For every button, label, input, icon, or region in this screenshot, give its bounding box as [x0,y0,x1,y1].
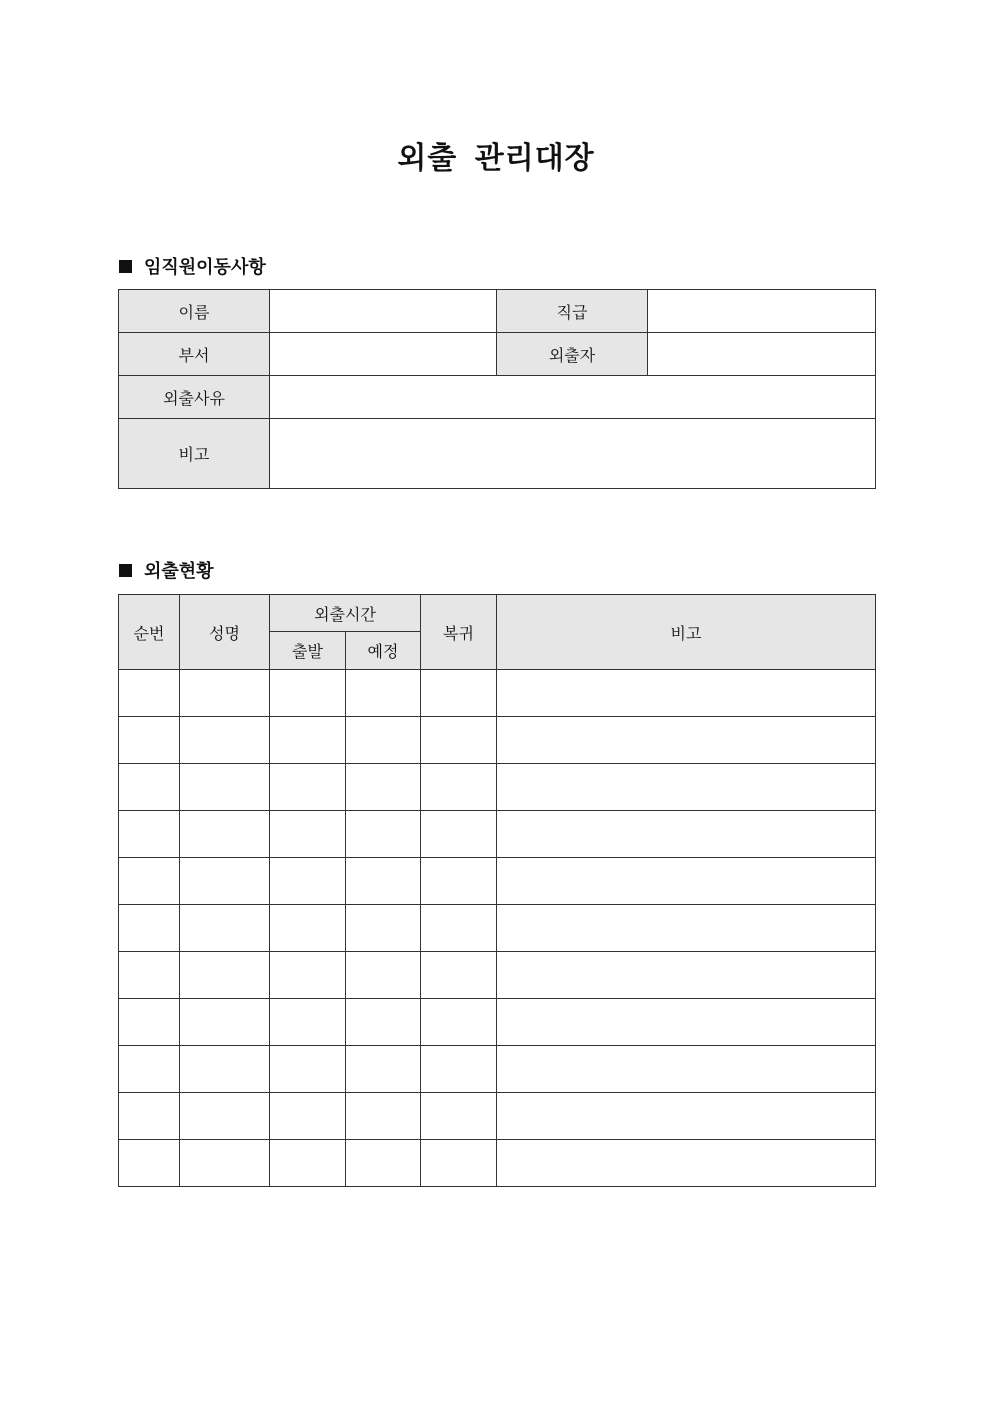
remarks-cell[interactable] [497,1093,876,1140]
column-header-departure: 출발 [270,632,346,670]
scheduled-cell[interactable] [346,811,421,858]
number-cell[interactable] [119,999,180,1046]
scheduled-cell[interactable] [346,764,421,811]
outgoer-label: 외출자 [497,333,648,376]
departure-cell[interactable] [270,1093,346,1140]
table-row [119,999,876,1046]
table-row [119,811,876,858]
full-name-cell[interactable] [180,952,270,999]
section-heading-employee [119,253,266,279]
table-header-row [119,595,876,632]
full-name-cell[interactable] [180,811,270,858]
reason-field[interactable] [270,376,876,419]
scheduled-cell[interactable] [346,1046,421,1093]
table-row [119,1093,876,1140]
page-title: 외출 관리대장 [397,141,595,176]
name-label: 이름 [119,290,270,333]
number-cell[interactable] [119,764,180,811]
full-name-cell[interactable] [180,999,270,1046]
scheduled-cell[interactable] [346,952,421,999]
column-header-number: 순번 [119,595,180,670]
return-cell[interactable] [421,670,497,717]
column-header-full-name: 성명 [180,595,270,670]
section-heading-employee-label: 임직원이동사항 [144,257,266,278]
return-cell[interactable] [421,1046,497,1093]
position-label: 직급 [497,290,648,333]
department-field[interactable] [270,333,497,376]
black-square-icon [119,564,132,577]
return-cell[interactable] [421,811,497,858]
remarks-cell[interactable] [497,670,876,717]
status-table-body [119,670,876,1187]
table-row [119,1140,876,1187]
table-row [119,670,876,717]
position-field[interactable] [648,290,876,333]
number-cell[interactable] [119,811,180,858]
number-cell[interactable] [119,952,180,999]
number-cell[interactable] [119,858,180,905]
departure-cell[interactable] [270,811,346,858]
table-row [119,1046,876,1093]
return-cell[interactable] [421,717,497,764]
departure-cell[interactable] [270,905,346,952]
scheduled-cell[interactable] [346,999,421,1046]
full-name-cell[interactable] [180,717,270,764]
scheduled-cell[interactable] [346,905,421,952]
column-header-remarks: 비고 [497,595,876,670]
departure-cell[interactable] [270,1140,346,1187]
remarks-cell[interactable] [497,717,876,764]
remarks-cell[interactable] [497,905,876,952]
info-row-name [119,290,876,333]
number-cell[interactable] [119,717,180,764]
table-row [119,764,876,811]
return-cell[interactable] [421,905,497,952]
table-row [119,905,876,952]
info-row-department [119,333,876,376]
full-name-cell[interactable] [180,1046,270,1093]
return-cell[interactable] [421,952,497,999]
remarks-cell[interactable] [497,1046,876,1093]
number-cell[interactable] [119,670,180,717]
remarks-cell[interactable] [497,858,876,905]
info-row-reason [119,376,876,419]
department-label: 부서 [119,333,270,376]
employee-info-table [118,289,876,489]
departure-cell[interactable] [270,764,346,811]
remarks-cell[interactable] [497,811,876,858]
return-cell[interactable] [421,1093,497,1140]
return-cell[interactable] [421,999,497,1046]
info-row-remarks [119,419,876,489]
number-cell[interactable] [119,1046,180,1093]
full-name-cell[interactable] [180,858,270,905]
table-row [119,952,876,999]
table-row [119,858,876,905]
section-heading-status [119,557,214,583]
remarks-cell[interactable] [497,764,876,811]
black-square-icon [119,260,132,273]
full-name-cell[interactable] [180,1140,270,1187]
remarks-cell[interactable] [497,952,876,999]
departure-cell[interactable] [270,952,346,999]
departure-cell[interactable] [270,1046,346,1093]
column-header-outing-time: 외출시간 [270,595,421,632]
reason-label: 외출사유 [119,376,270,419]
remarks-cell[interactable] [497,999,876,1046]
scheduled-cell[interactable] [346,717,421,764]
name-field[interactable] [270,290,497,333]
number-cell[interactable] [119,905,180,952]
full-name-cell[interactable] [180,764,270,811]
scheduled-cell[interactable] [346,858,421,905]
outgoer-field[interactable] [648,333,876,376]
scheduled-cell[interactable] [346,1093,421,1140]
scheduled-cell[interactable] [346,670,421,717]
return-cell[interactable] [421,764,497,811]
column-header-return: 복귀 [421,595,497,670]
column-header-scheduled: 예정 [346,632,421,670]
return-cell[interactable] [421,858,497,905]
remarks-field[interactable] [270,419,876,489]
departure-cell[interactable] [270,670,346,717]
number-cell[interactable] [119,1140,180,1187]
remarks-cell[interactable] [497,1140,876,1187]
number-cell[interactable] [119,1093,180,1140]
table-row [119,717,876,764]
departure-cell[interactable] [270,858,346,905]
remarks-label: 비고 [119,419,270,489]
return-cell[interactable] [421,1140,497,1187]
departure-cell[interactable] [270,999,346,1046]
full-name-cell[interactable] [180,670,270,717]
full-name-cell[interactable] [180,1093,270,1140]
section-heading-status-label: 외출현황 [144,561,214,582]
scheduled-cell[interactable] [346,1140,421,1187]
full-name-cell[interactable] [180,905,270,952]
departure-cell[interactable] [270,717,346,764]
outing-status-table [118,594,876,1187]
